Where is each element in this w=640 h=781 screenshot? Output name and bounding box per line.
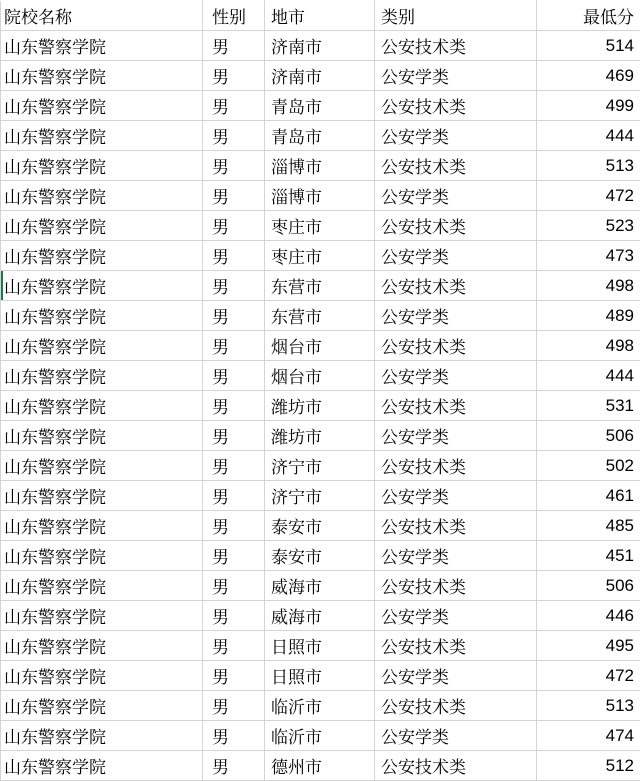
cell-score[interactable]: 514 xyxy=(537,31,640,61)
cell-cat[interactable]: 公安学类 xyxy=(375,661,537,691)
cell-score[interactable]: 513 xyxy=(537,691,640,721)
cell-score[interactable]: 499 xyxy=(537,91,640,121)
table-row[interactable] xyxy=(1,361,640,391)
table-body xyxy=(1,1,640,781)
cell-score[interactable]: 512 xyxy=(537,751,640,781)
cell-city[interactable]: 烟台市 xyxy=(265,331,375,361)
table-row[interactable] xyxy=(1,271,640,301)
table-row[interactable] xyxy=(1,661,640,691)
cell-cat[interactable]: 公安学类 xyxy=(375,361,537,391)
table-row[interactable] xyxy=(1,151,640,181)
cell-score[interactable]: 495 xyxy=(537,631,640,661)
cell-city[interactable]: 东营市 xyxy=(265,301,375,331)
cell-score[interactable]: 498 xyxy=(537,331,640,361)
cell-school[interactable]: 山东警察学院 xyxy=(1,541,203,571)
cell-school[interactable]: 山东警察学院 xyxy=(1,751,203,781)
cell-city[interactable]: 淄博市 xyxy=(265,181,375,211)
cell-gender[interactable]: 男 xyxy=(203,301,265,331)
cell-cat[interactable]: 公安学类 xyxy=(375,121,537,151)
cell-cat[interactable]: 公安学类 xyxy=(375,541,537,571)
table-row[interactable] xyxy=(1,751,640,781)
cell-score[interactable]: 461 xyxy=(537,481,640,511)
cell-city[interactable]: 济宁市 xyxy=(265,451,375,481)
cell-score[interactable]: 444 xyxy=(537,121,640,151)
cell-score[interactable]: 506 xyxy=(537,421,640,451)
table-row[interactable] xyxy=(1,241,640,271)
table-row[interactable] xyxy=(1,301,640,331)
cell-school[interactable]: 山东警察学院 xyxy=(1,121,203,151)
cell-school[interactable]: 山东警察学院 xyxy=(1,721,203,751)
column-header-1[interactable]: 院校名称 xyxy=(1,1,203,31)
cell-score[interactable]: 498 xyxy=(537,271,640,301)
cell-cat[interactable]: 公安技术类 xyxy=(375,391,537,421)
table-row[interactable] xyxy=(1,91,640,121)
cell-gender[interactable]: 男 xyxy=(203,61,265,91)
table-row[interactable] xyxy=(1,451,640,481)
cell-score[interactable]: 472 xyxy=(537,181,640,211)
cell-cat[interactable]: 公安学类 xyxy=(375,241,537,271)
cell-city[interactable]: 枣庄市 xyxy=(265,211,375,241)
cell-city[interactable]: 威海市 xyxy=(265,571,375,601)
table-row[interactable] xyxy=(1,481,640,511)
cell-score[interactable]: 472 xyxy=(537,661,640,691)
cell-cat[interactable]: 公安学类 xyxy=(375,61,537,91)
cell-cat[interactable]: 公安技术类 xyxy=(375,151,537,181)
table-row[interactable] xyxy=(1,511,640,541)
cell-city[interactable]: 济宁市 xyxy=(265,481,375,511)
cell-cat[interactable]: 公安技术类 xyxy=(375,91,537,121)
cell-cat[interactable]: 公安技术类 xyxy=(375,211,537,241)
cell-gender[interactable]: 男 xyxy=(203,211,265,241)
cell-cat[interactable]: 公安技术类 xyxy=(375,331,537,361)
cell-gender[interactable]: 男 xyxy=(203,331,265,361)
cell-score[interactable]: 469 xyxy=(537,61,640,91)
table-row[interactable] xyxy=(1,211,640,241)
cell-gender[interactable]: 男 xyxy=(203,451,265,481)
table-row[interactable] xyxy=(1,571,640,601)
cell-school[interactable]: 山东警察学院 xyxy=(1,91,203,121)
cell-cat[interactable]: 公安技术类 xyxy=(375,751,537,781)
cell-gender[interactable]: 男 xyxy=(203,631,265,661)
cell-gender[interactable]: 男 xyxy=(203,241,265,271)
cell-gender[interactable]: 男 xyxy=(203,571,265,601)
cell-cat[interactable]: 公安学类 xyxy=(375,601,537,631)
cell-school[interactable]: 山东警察学院 xyxy=(1,571,203,601)
cell-cat[interactable]: 公安学类 xyxy=(375,481,537,511)
cell-gender[interactable]: 男 xyxy=(203,31,265,61)
cell-city[interactable]: 日照市 xyxy=(265,631,375,661)
cell-school[interactable]: 山东警察学院 xyxy=(1,181,203,211)
cell-score[interactable]: 502 xyxy=(537,451,640,481)
cell-city[interactable]: 临沂市 xyxy=(265,721,375,751)
cell-gender[interactable]: 男 xyxy=(203,541,265,571)
cell-cat[interactable]: 公安技术类 xyxy=(375,631,537,661)
cell-city[interactable]: 威海市 xyxy=(265,601,375,631)
cell-score[interactable]: 474 xyxy=(537,721,640,751)
cell-city[interactable]: 泰安市 xyxy=(265,511,375,541)
cell-score[interactable]: 523 xyxy=(537,211,640,241)
cell-school[interactable]: 山东警察学院 xyxy=(1,61,203,91)
table-row[interactable] xyxy=(1,691,640,721)
cell-city[interactable]: 临沂市 xyxy=(265,691,375,721)
cell-gender[interactable]: 男 xyxy=(203,421,265,451)
table-row[interactable] xyxy=(1,391,640,421)
cell-school[interactable]: 山东警察学院 xyxy=(1,361,203,391)
cell-gender[interactable]: 男 xyxy=(203,121,265,151)
cell-gender[interactable]: 男 xyxy=(203,751,265,781)
table-row[interactable] xyxy=(1,721,640,751)
cell-score[interactable]: 473 xyxy=(537,241,640,271)
table-row[interactable] xyxy=(1,61,640,91)
cell-city[interactable]: 济南市 xyxy=(265,31,375,61)
cell-city[interactable]: 德州市 xyxy=(265,751,375,781)
cell-school[interactable]: 山东警察学院 xyxy=(1,241,203,271)
cell-gender[interactable]: 男 xyxy=(203,361,265,391)
cell-cat[interactable]: 公安技术类 xyxy=(375,571,537,601)
cell-cat[interactable]: 公安学类 xyxy=(375,421,537,451)
cell-school[interactable]: 山东警察学院 xyxy=(1,421,203,451)
cell-city[interactable]: 济南市 xyxy=(265,61,375,91)
cell-school[interactable]: 山东警察学院 xyxy=(1,211,203,241)
cell-cat[interactable]: 公安学类 xyxy=(375,721,537,751)
cell-gender[interactable]: 男 xyxy=(203,181,265,211)
table-row[interactable] xyxy=(1,181,640,211)
cell-gender[interactable]: 男 xyxy=(203,661,265,691)
cell-gender[interactable]: 男 xyxy=(203,391,265,421)
table-row[interactable] xyxy=(1,421,640,451)
cell-score[interactable]: 506 xyxy=(537,571,640,601)
cell-school[interactable]: 山东警察学院 xyxy=(1,631,203,661)
cell-school[interactable]: 山东警察学院 xyxy=(1,301,203,331)
cell-school[interactable]: 山东警察学院 xyxy=(1,271,203,301)
table-row[interactable] xyxy=(1,601,640,631)
table-row[interactable] xyxy=(1,121,640,151)
cell-city[interactable]: 潍坊市 xyxy=(265,391,375,421)
cell-school[interactable]: 山东警察学院 xyxy=(1,481,203,511)
cell-cat[interactable]: 公安技术类 xyxy=(375,511,537,541)
table-header-row xyxy=(1,1,640,31)
table-row[interactable] xyxy=(1,31,640,61)
column-header-2[interactable]: 性别 xyxy=(203,1,265,31)
cell-cat[interactable]: 公安技术类 xyxy=(375,451,537,481)
column-header-3[interactable]: 地市 xyxy=(265,1,375,31)
cell-city[interactable]: 潍坊市 xyxy=(265,421,375,451)
column-header-5[interactable]: 最低分 xyxy=(537,1,640,31)
cell-city[interactable]: 青岛市 xyxy=(265,91,375,121)
cell-gender[interactable]: 男 xyxy=(203,481,265,511)
cell-score[interactable]: 446 xyxy=(537,601,640,631)
cell-city[interactable]: 青岛市 xyxy=(265,121,375,151)
cell-gender[interactable]: 男 xyxy=(203,601,265,631)
cell-city[interactable]: 泰安市 xyxy=(265,541,375,571)
cell-score[interactable]: 451 xyxy=(537,541,640,571)
cell-cat[interactable]: 公安技术类 xyxy=(375,691,537,721)
cell-school[interactable]: 山东警察学院 xyxy=(1,661,203,691)
cell-city[interactable]: 日照市 xyxy=(265,661,375,691)
cell-gender[interactable]: 男 xyxy=(203,511,265,541)
cell-cat[interactable]: 公安技术类 xyxy=(375,31,537,61)
cell-score[interactable]: 531 xyxy=(537,391,640,421)
cell-school[interactable]: 山东警察学院 xyxy=(1,31,203,61)
table-row[interactable] xyxy=(1,331,640,361)
cell-school[interactable]: 山东警察学院 xyxy=(1,151,203,181)
cell-school[interactable]: 山东警察学院 xyxy=(1,391,203,421)
cell-gender[interactable]: 男 xyxy=(203,91,265,121)
cell-gender[interactable]: 男 xyxy=(203,691,265,721)
cell-cat[interactable]: 公安技术类 xyxy=(375,271,537,301)
table-row[interactable] xyxy=(1,541,640,571)
cell-cat[interactable]: 公安学类 xyxy=(375,301,537,331)
cell-gender[interactable]: 男 xyxy=(203,271,265,301)
cell-gender[interactable]: 男 xyxy=(203,721,265,751)
cell-city[interactable]: 枣庄市 xyxy=(265,241,375,271)
cell-city[interactable]: 东营市 xyxy=(265,271,375,301)
cell-school[interactable]: 山东警察学院 xyxy=(1,691,203,721)
cell-score[interactable]: 485 xyxy=(537,511,640,541)
cell-school[interactable]: 山东警察学院 xyxy=(1,331,203,361)
column-header-4[interactable]: 类别 xyxy=(375,1,537,31)
cell-score[interactable]: 489 xyxy=(537,301,640,331)
cell-school[interactable]: 山东警察学院 xyxy=(1,511,203,541)
cell-cat[interactable]: 公安学类 xyxy=(375,181,537,211)
cell-school[interactable]: 山东警察学院 xyxy=(1,451,203,481)
cell-city[interactable]: 淄博市 xyxy=(265,151,375,181)
cell-city[interactable]: 烟台市 xyxy=(265,361,375,391)
cell-gender[interactable]: 男 xyxy=(203,151,265,181)
cell-score[interactable]: 513 xyxy=(537,151,640,181)
table-row[interactable] xyxy=(1,631,640,661)
cell-score[interactable]: 444 xyxy=(537,361,640,391)
cell-school[interactable]: 山东警察学院 xyxy=(1,601,203,631)
